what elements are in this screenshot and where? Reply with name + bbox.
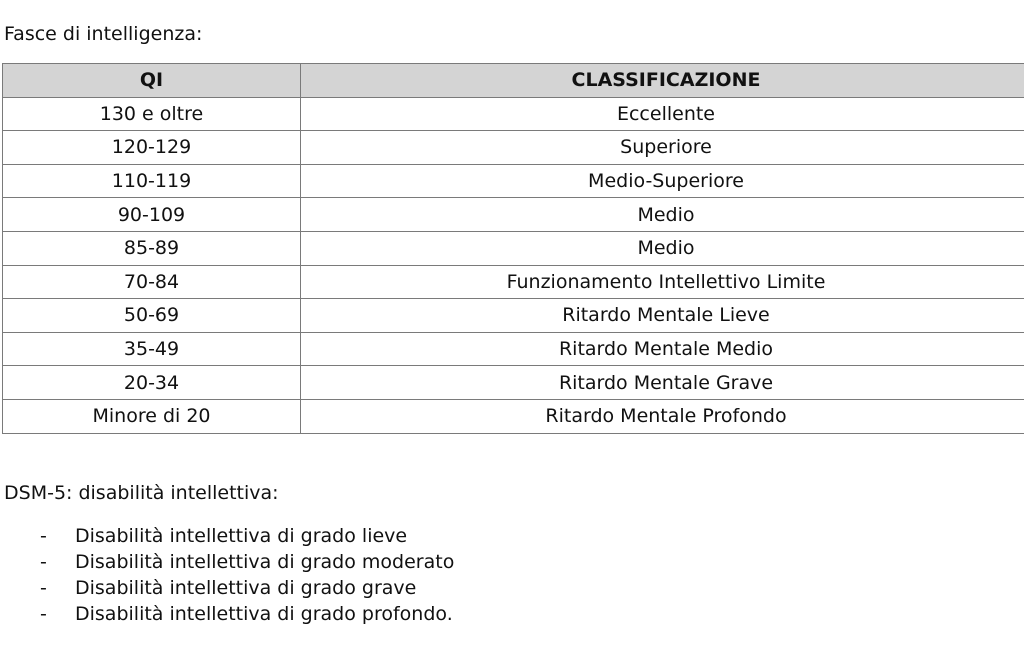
header-classification: CLASSIFICAZIONE — [301, 64, 1024, 98]
iq-range-cell: 85-89 — [3, 231, 301, 265]
classification-cell: Ritardo Mentale Lieve — [301, 299, 1024, 333]
list-item-text: Disabilità intellettiva di grado lieve — [75, 525, 408, 547]
classification-cell: Superiore — [301, 131, 1024, 165]
classification-cell: Ritardo Mentale Medio — [301, 332, 1024, 366]
iq-range-cell: Minore di 20 — [3, 399, 301, 433]
iq-range-cell: 70-84 — [3, 265, 301, 299]
iq-range-cell: 50-69 — [3, 299, 301, 333]
table-row — [3, 299, 1024, 333]
iq-classification-table — [2, 63, 1024, 434]
classification-cell: Medio — [301, 198, 1024, 232]
table-row — [3, 332, 1024, 366]
classification-cell: Eccellente — [301, 97, 1024, 131]
list-bullet: - — [40, 525, 47, 547]
iq-range-cell: 20-34 — [3, 366, 301, 400]
list-bullet: - — [40, 603, 47, 625]
list-bullet: - — [40, 551, 47, 573]
table-row — [3, 231, 1024, 265]
dsm5-heading: DSM-5: disabilità intellettiva: — [4, 482, 279, 504]
table-row — [3, 366, 1024, 400]
list-item-text: Disabilità intellettiva di grado grave — [75, 577, 417, 599]
list-item — [0, 601, 454, 627]
classification-cell: Medio — [301, 231, 1024, 265]
iq-range-cell: 130 e oltre — [3, 97, 301, 131]
iq-range-cell: 120-129 — [3, 131, 301, 165]
list-item — [0, 523, 454, 549]
table-row — [3, 164, 1024, 198]
table-row — [3, 198, 1024, 232]
table-row — [3, 97, 1024, 131]
table-header-row — [3, 64, 1024, 98]
list-bullet: - — [40, 577, 47, 599]
intelligence-bands-heading: Fasce di intelligenza: — [4, 23, 203, 45]
iq-range-cell: 35-49 — [3, 332, 301, 366]
iq-range-cell: 110-119 — [3, 164, 301, 198]
list-item — [0, 575, 454, 601]
table-row — [3, 265, 1024, 299]
classification-cell: Funzionamento Intellettivo Limite — [301, 265, 1024, 299]
classification-cell: Medio-Superiore — [301, 164, 1024, 198]
header-qi: QI — [3, 64, 301, 98]
classification-cell: Ritardo Mentale Profondo — [301, 399, 1024, 433]
dsm5-disability-list — [0, 523, 454, 627]
list-item-text: Disabilità intellettiva di grado moderato — [75, 551, 455, 573]
list-item — [0, 549, 454, 575]
table-row — [3, 131, 1024, 165]
table-row — [3, 399, 1024, 433]
classification-cell: Ritardo Mentale Grave — [301, 366, 1024, 400]
list-item-text: Disabilità intellettiva di grado profondo. — [75, 603, 453, 625]
iq-range-cell: 90-109 — [3, 198, 301, 232]
